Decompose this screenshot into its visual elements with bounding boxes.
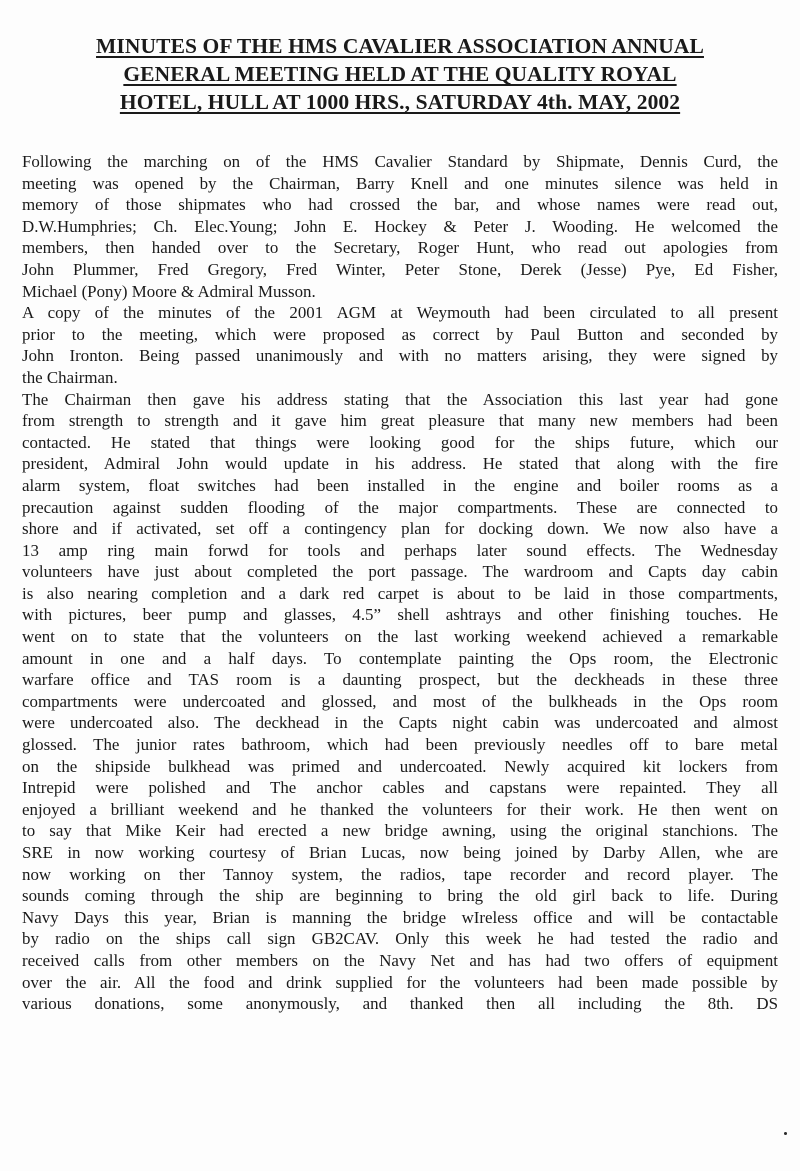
document-title xyxy=(22,32,778,116)
text-line: by radio on the ships call sign GB2CAV. Only this week he had tested the radio and xyxy=(22,929,778,949)
text-line: precaution against sudden flooding of the major compartments. These are connected to xyxy=(22,497,778,517)
text-line: sounds coming through the ship are beginning to bring the old girl back to life. During xyxy=(22,886,778,906)
text-line: members, then handed over to the Secretary, Roger Hunt, who read out apologies from xyxy=(22,238,778,258)
title-line-2: GENERAL MEETING HELD AT THE QUALITY ROYAL xyxy=(123,62,677,86)
text-line: Intrepid were polished and The anchor cables and capstans were repainted. They all xyxy=(22,778,778,798)
text-line: D.W.Humphries; Ch. Elec.Young; John E. Hockey & Peter J. Wooding. He welcomed the xyxy=(22,216,778,236)
text-line: The Chairman then gave his address stating that the Association this last year had gone xyxy=(22,389,778,409)
text-line: 13 amp ring main forwd for tools and perhaps later sound effects. The Wednesday xyxy=(22,540,778,560)
text-line: meeting was opened by the Chairman, Barry Knell and one minutes silence was held in xyxy=(22,173,778,193)
text-line: amount in one and a half days. To contemplate painting the Ops room, the Electronic xyxy=(22,648,778,668)
text-line: compartments were undercoated and glossed, and most of the bulkheads in the Ops room xyxy=(22,691,778,711)
text-line: enjoyed a brilliant weekend and he thanked the volunteers for their work. He then went on xyxy=(22,799,778,819)
text-line: to say that Mike Keir had erected a new bridge awning, using the original stanchions. The xyxy=(22,821,778,841)
text-line: contacted. He stated that things were looking good for the ships future, which our xyxy=(22,432,778,452)
paragraph-previous-minutes xyxy=(22,302,778,388)
text-line: went on to state that the volunteers on the last working weekend achieved a remarkable xyxy=(22,627,778,647)
text-line: is also nearing completion and a dark red carpet is about to be laid in those compartments, xyxy=(22,583,778,603)
paragraph-opening xyxy=(22,151,778,302)
text-line: from strength to strength and it gave him great pleasure that many new members had been xyxy=(22,411,778,431)
text-line: volunteers have just about completed the port passage. The wardroom and Capts day cabin xyxy=(22,562,778,582)
paragraph-chairman-address xyxy=(22,389,778,1015)
text-line: A copy of the minutes of the 2001 AGM at Weymouth had been circulated to all present xyxy=(22,303,778,323)
minutes-body xyxy=(22,151,778,1015)
text-line: with pictures, beer pump and glasses, 4.5” shell ashtrays and other finishing touches. He xyxy=(22,605,778,625)
text-line: were undercoated also. The deckhead in the Capts night cabin was undercoated and almost xyxy=(22,713,778,733)
text-line: John Ironton. Being passed unanimously and with no matters arising, they were signed by xyxy=(22,346,778,366)
text-line: warfare office and TAS room is a daunting prospect, but the deckheads in these three xyxy=(22,670,778,690)
text-line: various donations, some anonymously, and thanked then all including the 8th. DS xyxy=(22,994,778,1014)
text-line: over the air. All the food and drink supplied for the volunteers had been made possible by xyxy=(22,972,778,992)
text-line: John Plummer, Fred Gregory, Fred Winter, Peter Stone, Derek (Jesse) Pye, Ed Fisher, xyxy=(22,259,778,279)
text-line: Navy Days this year, Brian is manning the bridge wIreless office and will be contactable xyxy=(22,907,778,927)
title-line-1: MINUTES OF THE HMS CAVALIER ASSOCIATION ANNUAL xyxy=(96,34,704,58)
text-line: the Chairman. xyxy=(22,367,118,387)
text-line: alarm system, float switches had been installed in the engine and boiler rooms as a xyxy=(22,475,778,495)
text-line: received calls from other members on the Navy Net and has had two offers of equipment xyxy=(22,950,778,970)
text-line: glossed. The junior rates bathroom, which had been previously needles off to bare metal xyxy=(22,735,778,755)
text-line: memory of those shipmates who had crossed the bar, and whose names were read out, xyxy=(22,195,778,215)
text-line: Michael (Pony) Moore & Admiral Musson. xyxy=(22,281,316,301)
text-line: Following the marching on of the HMS Cavalier Standard by Shipmate, Dennis Curd, the xyxy=(22,152,778,171)
title-line-3: HOTEL, HULL AT 1000 HRS., SATURDAY 4th. MAY, 2002 xyxy=(119,90,681,114)
text-line: shore and if activated, set off a contingency plan for docking down. We now also have a xyxy=(22,519,778,539)
text-line: on the shipside bulkhead was primed and undercoated. Newly acquired kit lockers from xyxy=(22,756,778,776)
text-line: president, Admiral John would update in his address. He stated that along with the fire xyxy=(22,454,778,474)
text-line: prior to the meeting, which were proposed as correct by Paul Button and seconded by xyxy=(22,324,778,344)
text-line: now working on ther Tannoy system, the radios, tape recorder and record player. The xyxy=(22,864,778,884)
scan-speck xyxy=(784,1132,787,1135)
text-line: SRE in now working courtesy of Brian Lucas, now being joined by Darby Allen, whe are xyxy=(22,843,778,862)
